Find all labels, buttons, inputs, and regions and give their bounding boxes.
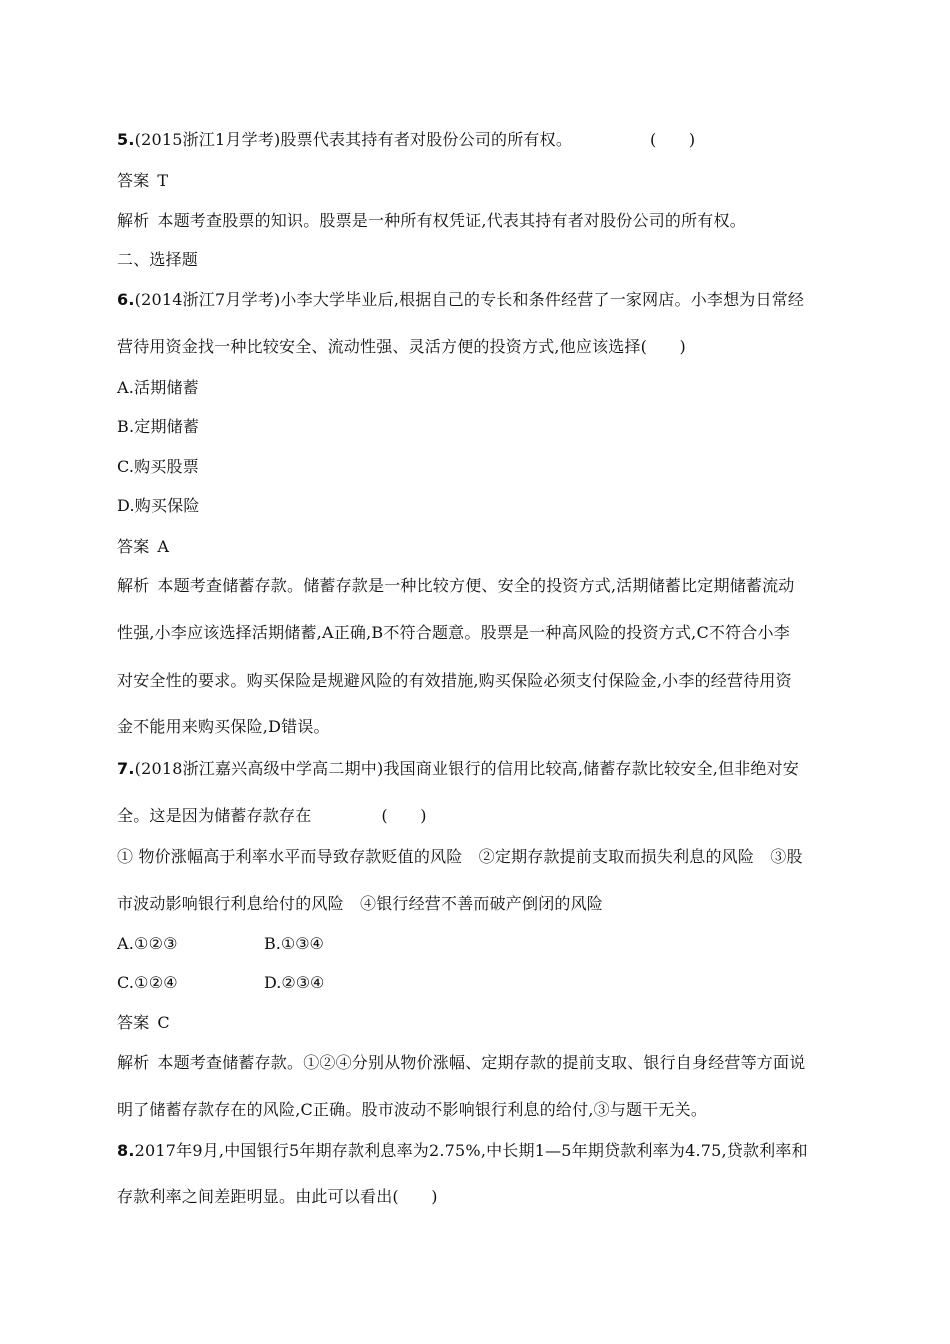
q5-stem-text: 股票代表其持有者对股份公司的所有权。 <box>280 130 573 149</box>
q5-analysis-text: 本题考查股票的知识。股票是一种所有权凭证,代表其持有者对股份公司的所有权。 <box>157 211 746 230</box>
q7-source: (2018浙江嘉兴高级中学高二期中) <box>134 759 384 778</box>
q7-option-c: C.①②④ <box>117 973 178 992</box>
q5-number: 5. <box>117 130 135 149</box>
q7-analysis-line1 <box>117 1052 805 1074</box>
analysis-label: 解析 <box>117 211 150 230</box>
q6-number: 6. <box>117 290 135 309</box>
q6-analysis-line2: 性强,小李应该选择活期储蓄,A正确,B不符合题意。股票是一种高风险的投资方式,C不符合小李 <box>117 623 790 642</box>
q7-option-d: D.②③④ <box>264 973 325 992</box>
q6-analysis-line3: 对安全性的要求。购买保险是规避风险的有效措施,购买保险必须支付保险金,小李的经营待用资 <box>117 671 792 690</box>
answer-label: 答案 <box>117 171 150 190</box>
analysis-label: 解析 <box>117 1053 150 1072</box>
q7-stem-text2: 全。这是因为储蓄存款存在 <box>117 806 312 825</box>
q8-stem-line2: 存款利率之间差距明显。由此可以看出( ) <box>117 1187 438 1206</box>
section-heading: 二、选择题 <box>117 250 199 269</box>
analysis-label: 解析 <box>117 576 150 595</box>
q6-analysis-text: 本题考查储蓄存款。储蓄存款是一种比较方便、安全的投资方式,活期储蓄比定期储蓄流动 <box>157 576 795 595</box>
q7-stem-text: 我国商业银行的信用比较高,储蓄存款比较安全,但非绝对安 <box>383 759 800 778</box>
q7-option-b: B.①③④ <box>264 934 324 953</box>
q6-source: (2014浙江7月学考) <box>134 290 281 309</box>
q5-answer <box>117 170 168 192</box>
q7-option-a: A.①②③ <box>117 934 178 953</box>
q6-option-d: D.购买保险 <box>117 496 200 515</box>
q8-number: 8. <box>117 1141 135 1160</box>
q7-analysis-line2: 明了储蓄存款存在的风险,C正确。股市波动不影响银行利息的给付,③与题干无关。 <box>117 1100 708 1119</box>
q7-analysis-text: 本题考查储蓄存款。①②④分别从物价涨幅、定期存款的提前支取、银行自身经营等方面说 <box>157 1053 806 1072</box>
q6-answer-value: A <box>157 537 170 556</box>
q6-option-a: A.活期储蓄 <box>117 378 199 397</box>
q6-analysis-line1 <box>117 575 795 597</box>
q5-stem <box>117 129 695 151</box>
q6-option-b: B.定期储蓄 <box>117 417 200 436</box>
q6-option-c: C.购买股票 <box>117 457 199 476</box>
q7-answer <box>117 1012 170 1034</box>
q6-analysis-line4: 金不能用来购买保险,D错误。 <box>117 717 330 736</box>
q7-items-line2: 市波动影响银行利息给付的风险 ④银行经营不善而破产倒闭的风险 <box>117 894 604 913</box>
answer-label: 答案 <box>117 1013 150 1032</box>
q8-stem-line1 <box>117 1140 808 1162</box>
answer-label: 答案 <box>117 537 150 556</box>
q6-answer <box>117 536 169 558</box>
q6-stem-text: 小李大学毕业后,根据自己的专长和条件经营了一家网店。小李想为日常经 <box>280 290 805 309</box>
q7-stem-line2 <box>117 805 427 827</box>
q5-answer-value: T <box>157 171 169 190</box>
q5-paren: ( ) <box>650 130 696 149</box>
q6-stem-line2: 营待用资金找一种比较安全、流动性强、灵活方便的投资方式,他应该选择( ) <box>117 337 686 356</box>
q7-answer-value: C <box>157 1013 170 1032</box>
q7-paren: ( ) <box>381 806 427 825</box>
q5-analysis <box>117 210 746 232</box>
q7-stem-line1 <box>117 758 799 780</box>
q5-source: (2015浙江1月学考) <box>134 130 281 149</box>
q7-items-line1: ① 物价涨幅高于利率水平而导致存款贬值的风险 ②定期存款提前支取而损失利息的风险 ③股 <box>117 847 803 866</box>
q7-number: 7. <box>117 759 135 778</box>
q8-stem-text: 2017年9月,中国银行5年期存款利息率为2.75%,中长期1—5年期贷款利率为4.75,贷款利率和 <box>134 1141 808 1160</box>
q6-stem-line1 <box>117 289 804 311</box>
